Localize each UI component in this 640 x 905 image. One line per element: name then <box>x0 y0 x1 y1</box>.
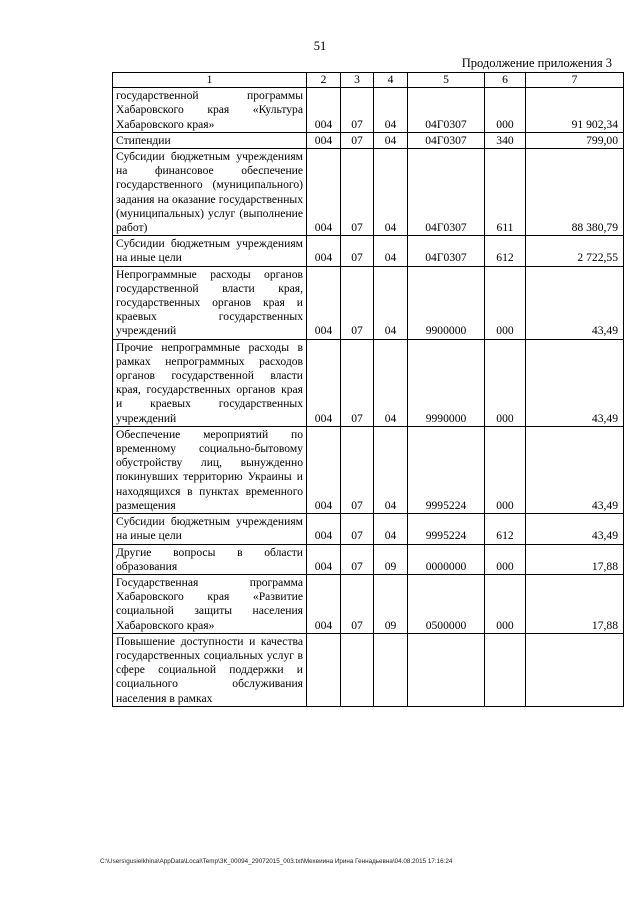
table-row <box>113 574 624 633</box>
row-amount: 43,49 <box>526 514 624 544</box>
row-code-4: 04 <box>374 514 408 544</box>
row-code-3: 07 <box>341 266 374 339</box>
row-code-2 <box>307 633 341 706</box>
row-description: Другие вопросы в области образования <box>113 544 307 574</box>
row-amount: 17,88 <box>526 544 624 574</box>
row-code-6: 000 <box>485 88 526 133</box>
row-description: Прочие непрограммные расходы в рамках непрограммных расходов органов государственной власти края, государственных органов края и краевых государственных учреждений <box>113 339 307 426</box>
row-code-5: 0500000 <box>408 574 485 633</box>
row-amount <box>526 633 624 706</box>
row-code-5 <box>408 633 485 706</box>
row-code-4: 09 <box>374 574 408 633</box>
row-code-5: 04Г0307 <box>408 132 485 148</box>
row-amount: 91 902,34 <box>526 88 624 133</box>
row-code-4: 04 <box>374 236 408 266</box>
table-row <box>113 514 624 544</box>
row-description: Субсидии бюджетным учреждениям на иные цели <box>113 514 307 544</box>
row-code-2: 004 <box>307 426 341 513</box>
table-row <box>113 339 624 426</box>
row-code-5: 04Г0307 <box>408 88 485 133</box>
row-code-3: 07 <box>341 149 374 236</box>
row-code-4: 04 <box>374 339 408 426</box>
table-row <box>113 149 624 236</box>
table-row <box>113 544 624 574</box>
row-code-4 <box>374 633 408 706</box>
row-description: Субсидии бюджетным учреждениям на иные цели <box>113 236 307 266</box>
row-code-5: 9995224 <box>408 426 485 513</box>
budget-table <box>112 72 624 707</box>
row-code-2: 004 <box>307 544 341 574</box>
row-code-3: 07 <box>341 426 374 513</box>
row-code-5: 9900000 <box>408 266 485 339</box>
row-code-5: 04Г0307 <box>408 236 485 266</box>
row-code-3: 07 <box>341 132 374 148</box>
table-row <box>113 266 624 339</box>
row-code-6: 340 <box>485 132 526 148</box>
row-code-6 <box>485 633 526 706</box>
table-row <box>113 88 624 133</box>
row-code-5: 04Г0307 <box>408 149 485 236</box>
footer-path: C:\Users\gusielkhina\AppData\Local\Temp\ЗК_00094_29072015_003.txt\Мехеиина Ирина Геннадьевна\04.08.2015 17:16:24 <box>100 858 453 865</box>
row-code-2: 004 <box>307 574 341 633</box>
row-amount: 43,49 <box>526 426 624 513</box>
row-description: Субсидии бюджетным учреждениям на финансовое обеспечение государственного (муниципального) задания на оказание государственных (муниципальных) услуг (выполнение работ) <box>113 149 307 236</box>
row-code-2: 004 <box>307 132 341 148</box>
row-code-6: 000 <box>485 266 526 339</box>
row-code-3: 07 <box>341 514 374 544</box>
row-code-4: 04 <box>374 426 408 513</box>
row-amount: 43,49 <box>526 266 624 339</box>
row-code-6: 000 <box>485 544 526 574</box>
page-number: 51 <box>313 39 327 53</box>
row-code-3: 07 <box>341 88 374 133</box>
row-code-4: 04 <box>374 88 408 133</box>
row-code-4: 04 <box>374 149 408 236</box>
row-code-5: 9995224 <box>408 514 485 544</box>
row-code-4: 09 <box>374 544 408 574</box>
row-code-6: 612 <box>485 236 526 266</box>
row-amount: 43,49 <box>526 339 624 426</box>
column-header: 5 <box>408 73 485 88</box>
row-code-6: 000 <box>485 574 526 633</box>
row-description: Повышение доступности и качества государственных социальных услуг в сфере социальной поддержки и социального обслуживания населения в рамках <box>113 633 307 706</box>
table-row <box>113 132 624 148</box>
row-code-5: 9990000 <box>408 339 485 426</box>
row-description: Государственная программа Хабаровского края «Развитие социальной защиты населения Хабаровского края» <box>113 574 307 633</box>
row-description: государственной программы Хабаровского края «Культура Хабаровского края» <box>113 88 307 133</box>
row-code-2: 004 <box>307 88 341 133</box>
row-description: Стипендии <box>113 132 307 148</box>
row-code-3: 07 <box>341 339 374 426</box>
continuation-note: Продолжение приложения 3 <box>461 56 612 70</box>
row-code-2: 004 <box>307 266 341 339</box>
column-header: 7 <box>526 73 624 88</box>
row-code-4: 04 <box>374 132 408 148</box>
row-code-2: 004 <box>307 339 341 426</box>
column-header: 6 <box>485 73 526 88</box>
row-description: Обеспечение мероприятий по временному социально-бытовому обустройству лиц, вынужденно покинувших территорию Украины и находящихся в пунктах временного размещения <box>113 426 307 513</box>
table-row <box>113 633 624 706</box>
row-amount: 88 380,79 <box>526 149 624 236</box>
row-description: Непрограммные расходы органов государственной власти края, государственных органов края и краевых государственных учреждений <box>113 266 307 339</box>
row-code-6: 611 <box>485 149 526 236</box>
row-code-3: 07 <box>341 544 374 574</box>
row-code-3: 07 <box>341 236 374 266</box>
column-header: 3 <box>341 73 374 88</box>
row-amount: 799,00 <box>526 132 624 148</box>
row-code-5: 0000000 <box>408 544 485 574</box>
row-code-6: 000 <box>485 339 526 426</box>
row-code-6: 000 <box>485 426 526 513</box>
table-row <box>113 426 624 513</box>
row-code-3 <box>341 633 374 706</box>
column-header: 1 <box>113 73 307 88</box>
row-code-6: 612 <box>485 514 526 544</box>
row-code-4: 04 <box>374 266 408 339</box>
header-row <box>113 73 624 88</box>
column-header: 4 <box>374 73 408 88</box>
row-code-2: 004 <box>307 236 341 266</box>
row-amount: 17,88 <box>526 574 624 633</box>
table-row <box>113 236 624 266</box>
row-code-2: 004 <box>307 514 341 544</box>
row-code-2: 004 <box>307 149 341 236</box>
row-code-3: 07 <box>341 574 374 633</box>
column-header: 2 <box>307 73 341 88</box>
row-amount: 2 722,55 <box>526 236 624 266</box>
